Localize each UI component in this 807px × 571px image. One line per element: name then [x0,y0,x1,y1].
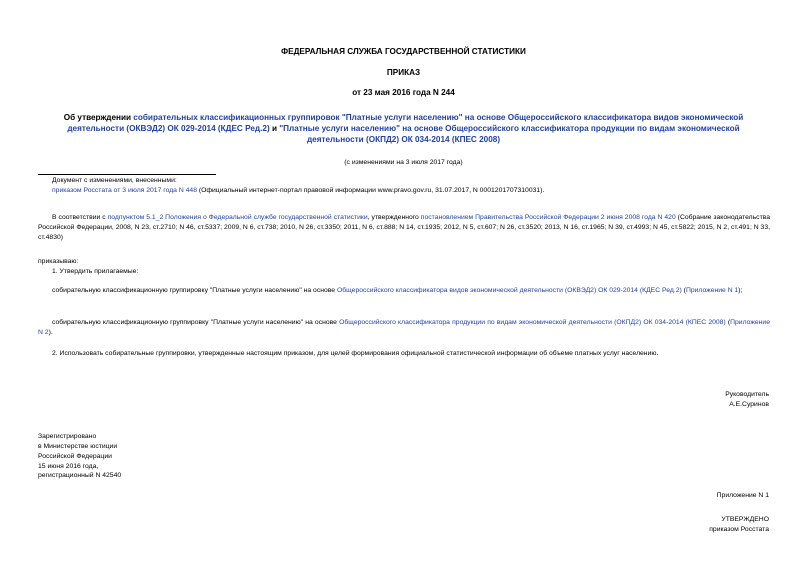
item-2: 2. Использовать собирательные группировки, утвержденные настоящим приказом, для целей формирования официальной статистической информации об объеме платных услуг населению. [52,350,659,357]
title-prefix: Об утверждении [63,113,134,122]
item-1a-paren: ( [681,287,686,294]
registration-line-5: регистрационный N 42540 [38,472,122,480]
changes-line [52,186,772,196]
changes-label: Документ с изменениями, внесенными: [52,177,177,184]
item-1b-end: ). [48,328,53,336]
preamble-link-resolution[interactable]: постановлением Правительства Российской Федерации 2 июня 2008 года N 420 [420,214,676,221]
order-heading: ПРИКАЗ [386,68,421,77]
title-link-okpd[interactable]: "Платные услуги населению" на основе Общероссийского классификатора продукции по видам экономической деятельности (ОКПД2) ОК 034-2014 (КПЕС 2008) [279,124,740,145]
item-1a-text: собирательную классификационную группировку "Платные услуги населению" на основе [52,287,337,294]
title-subtitle: (с изменениями на 3 июля 2017 года) [344,159,463,166]
changes-block [52,176,772,196]
item-1a-end: ); [738,287,743,294]
title-link-okved[interactable]: собирательных классификационных группировок "Платные услуги населению" на основе Общероссийского классификатора видов экономической деятельности (ОКВЭД2) ОК 029-2014 (КДЕС Ред.2) [67,113,744,134]
orders-label: приказываю: [38,258,79,265]
item-1a-link-okved[interactable]: Общероссийского классификатора видов экономической деятельности (ОКВЭД2) ОК 029-2014 (КДЕС Ред.2) [336,287,682,294]
item-1b-paren: ( [725,319,731,326]
item-1a [38,286,770,296]
item-1a-link-appendix[interactable]: Приложение N 1 [685,287,739,294]
preamble [38,213,770,243]
changes-link[interactable]: приказом Росстата от 3 июля 2017 года N 448 [52,186,197,194]
signature-block [469,390,769,410]
registration-line-1: Зарегистрировано [38,433,97,440]
item-1b [38,318,770,338]
org-name: ФЕДЕРАЛЬНАЯ СЛУЖБА ГОСУДАРСТВЕННОЙ СТАТИСТИКИ [281,47,526,56]
changes-rest: (Официальный интернет-портал правовой информации www.pravo.gov.ru, 31.07.2017, N 0001201707310031). [196,186,545,194]
document-title [52,112,755,145]
appendix-approved: УТВЕРЖДЕНО [721,516,769,523]
preamble-text-2: , утвержденного [367,214,421,221]
signature-role: Руководитель [725,391,769,398]
registration-line-2: в Министерстве юстиции [38,442,118,450]
appendix-approved-by: приказом Росстата [709,525,769,533]
item-1b-text: собирательную классификационную группировку "Платные услуги населению" на основе [52,319,340,326]
registration-block [38,432,238,481]
signature-name: А.Е.Суринов [729,400,769,408]
title-middle: и [269,124,280,134]
registration-line-3: Российской Федерации [38,452,112,460]
item-1: 1. Утвердить прилагаемые: [52,268,139,275]
appendix-label: Приложение N 1 [716,492,769,499]
preamble-text-3: (Собрание законодательства Российской Федерации, 2008, N 23, ст.2710; N 46, ст.5337; 2009, N 6, ст.738; 2010, N 26, ст.3350; 2011, N 6, ст.888; N 14, ст.1935; 2012, N 5, ст.607; N 26, ст.3520; 2013, N 16, ст.1965; N 39, ст.4993; N 45, ст.5822; 2015, N 2, ст.491; N 33, ст.4830) [38,214,771,241]
item-1b-link-okpd[interactable]: Общероссийского классификатора продукции по видам экономической деятельности (ОКПД2) ОК 034-2014 (КПЕС 2008) [339,319,726,326]
preamble-link-regulation[interactable]: подпунктом 5.1_2 Положения о Федеральной службе государственной статистики [107,214,368,221]
registration-line-4: 15 июня 2016 года, [38,462,99,470]
appendix-approval [469,515,769,535]
item-1b-link-appendix[interactable]: Приложение N 2 [38,319,770,336]
divider [38,174,216,175]
order-date: от 23 мая 2016 года N 244 [352,88,455,97]
preamble-text-1: В соответствии с [52,214,108,221]
